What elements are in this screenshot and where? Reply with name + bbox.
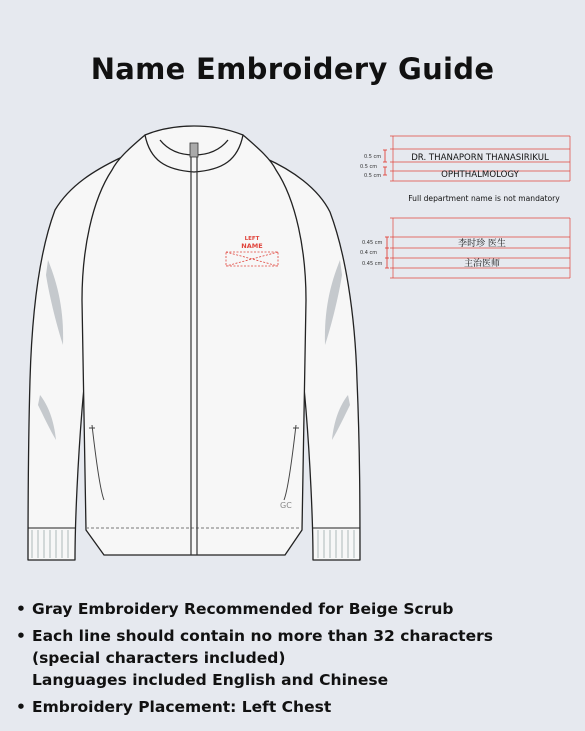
zipper-pull: [190, 143, 198, 157]
note-line: Languages included English and Chinese: [32, 671, 389, 689]
jacket-outline: [28, 126, 360, 560]
jacket-torso: [82, 135, 306, 555]
english-name-line: DR. THANAPORN THANASIRIKUL: [411, 153, 549, 163]
english-dim-3: 0.5 cm: [364, 173, 382, 179]
brand-mark: GC: [280, 501, 292, 510]
left-name-label-line1: LEFT: [244, 236, 260, 242]
notes-list: [16, 598, 576, 718]
chinese-title-line: 主治医师: [463, 259, 501, 269]
note-line: (special characters included): [32, 649, 286, 667]
embroidery-notes: [16, 598, 576, 723]
english-spec: [360, 136, 570, 203]
note-line: • Each line should contain no more than 32 characters: [32, 627, 493, 645]
english-dim-2: 0.5 cm: [360, 164, 378, 170]
english-note: Full department name is not mandatory: [408, 194, 560, 203]
note-line: • Gray Embroidery Recommended for Beige Scrub: [32, 600, 454, 618]
english-dim-1: 0.5 cm: [364, 154, 382, 160]
chinese-dim-1: 0.45 cm: [362, 240, 383, 246]
note-item: [16, 696, 576, 718]
chinese-spec: [360, 218, 570, 278]
note-item: [16, 625, 576, 691]
note-item: [16, 598, 576, 620]
left-name-label-line2: NAME: [241, 242, 263, 250]
page-title: Name Embroidery Guide: [90, 52, 495, 86]
note-line: • Embroidery Placement: Left Chest: [32, 698, 332, 716]
chinese-dim-2: 0.4 cm: [360, 250, 378, 256]
chinese-dim-3: 0.45 cm: [362, 261, 383, 267]
chinese-name-line: 李时珍 医生: [458, 239, 506, 249]
english-department-line: OPHTHALMOLOGY: [441, 170, 519, 180]
